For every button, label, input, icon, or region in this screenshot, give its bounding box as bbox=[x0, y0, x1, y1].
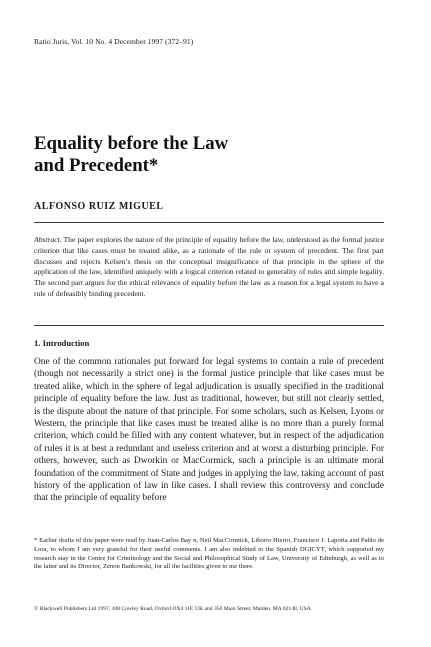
copyright-line: © Blackwell Publishers Ltd 1997, 108 Cowley Road, Oxford OX4 1JF, UK and 350 Main Street, Malden, MA 02148, USA. bbox=[34, 606, 313, 612]
article-title-line-2: and Precedent* bbox=[34, 155, 159, 176]
article-title-line-1: Equality before the Law bbox=[34, 133, 229, 154]
footnote: * Earlier drafts of this paper were read by Juan-Carlos Bay n, Neil MacCormick, Liborio Hierro, Francisco J. Laporta and Pablo de Lora, to whom I am very grateful for their useful comments. I am also indebted to the Spanish DGICYT, which supported my research stay in the Centre for Criminology and the Social and Philosophical Study of Law, University of Edinburgh, as well as to the latter and its Director, Zenon Bankowski, for all the facilities given to me there. bbox=[34, 537, 384, 571]
abstract-divider bbox=[34, 325, 384, 326]
section-heading: 1. Introduction bbox=[34, 338, 90, 348]
section-body: One of the common rationales put forward for legal systems to contain a rule of precedent (though not necessarily a strict one) is the formal justice principle that like cases must be treated alike, which in the sphere of legal adjudication is usually specified in the traditional principle of equality before the law. Just as traditional, however, but still not clearly settled, is the dispute about the nature of that principle. For some scholars, such as Kelsen, Lyons or Western, the principle that like cases must be treated alike is no more than a purely formal criterion, which could be filled with any content whatever, but in respect of the adjudication of rules it is at best a redundant and useless criterion and at worst a disturbing principle. For others, however, such as Dworkin or MacCormick, such a principle is an ultimate moral foundation of the commitment of State and judges in applying the law, taking account of past history of the application of law in like cases. I shall review this controversy and conclude that the principle of equality before bbox=[34, 357, 384, 504]
abstract-text: The paper explores the nature of the principle of equality before the law, understood as the formal justice criterion that like cases must be treated alike, as a rationale of the rule or system of precedent. The first part discusses and rejects Kelsen’s thesis on the conceptual insignificance of that principle in the sphere of the application of the law, identified uniquely with a logical criterion related to generality of rules and simple legality. The second part argues for the ethical relevance of equality before the law as a reason for a legal system to have a rule of defeasibly binding precedent. bbox=[34, 235, 385, 298]
author-name: ALFONSO RUIZ MIGUEL bbox=[34, 201, 164, 212]
article-title bbox=[34, 133, 394, 177]
title-divider bbox=[34, 222, 384, 223]
abstract-label: Abstract. bbox=[34, 235, 62, 244]
abstract bbox=[34, 235, 384, 300]
journal-header: Ratio Juris. Vol. 10 No. 4 December 1997 (372–91) bbox=[34, 37, 194, 46]
